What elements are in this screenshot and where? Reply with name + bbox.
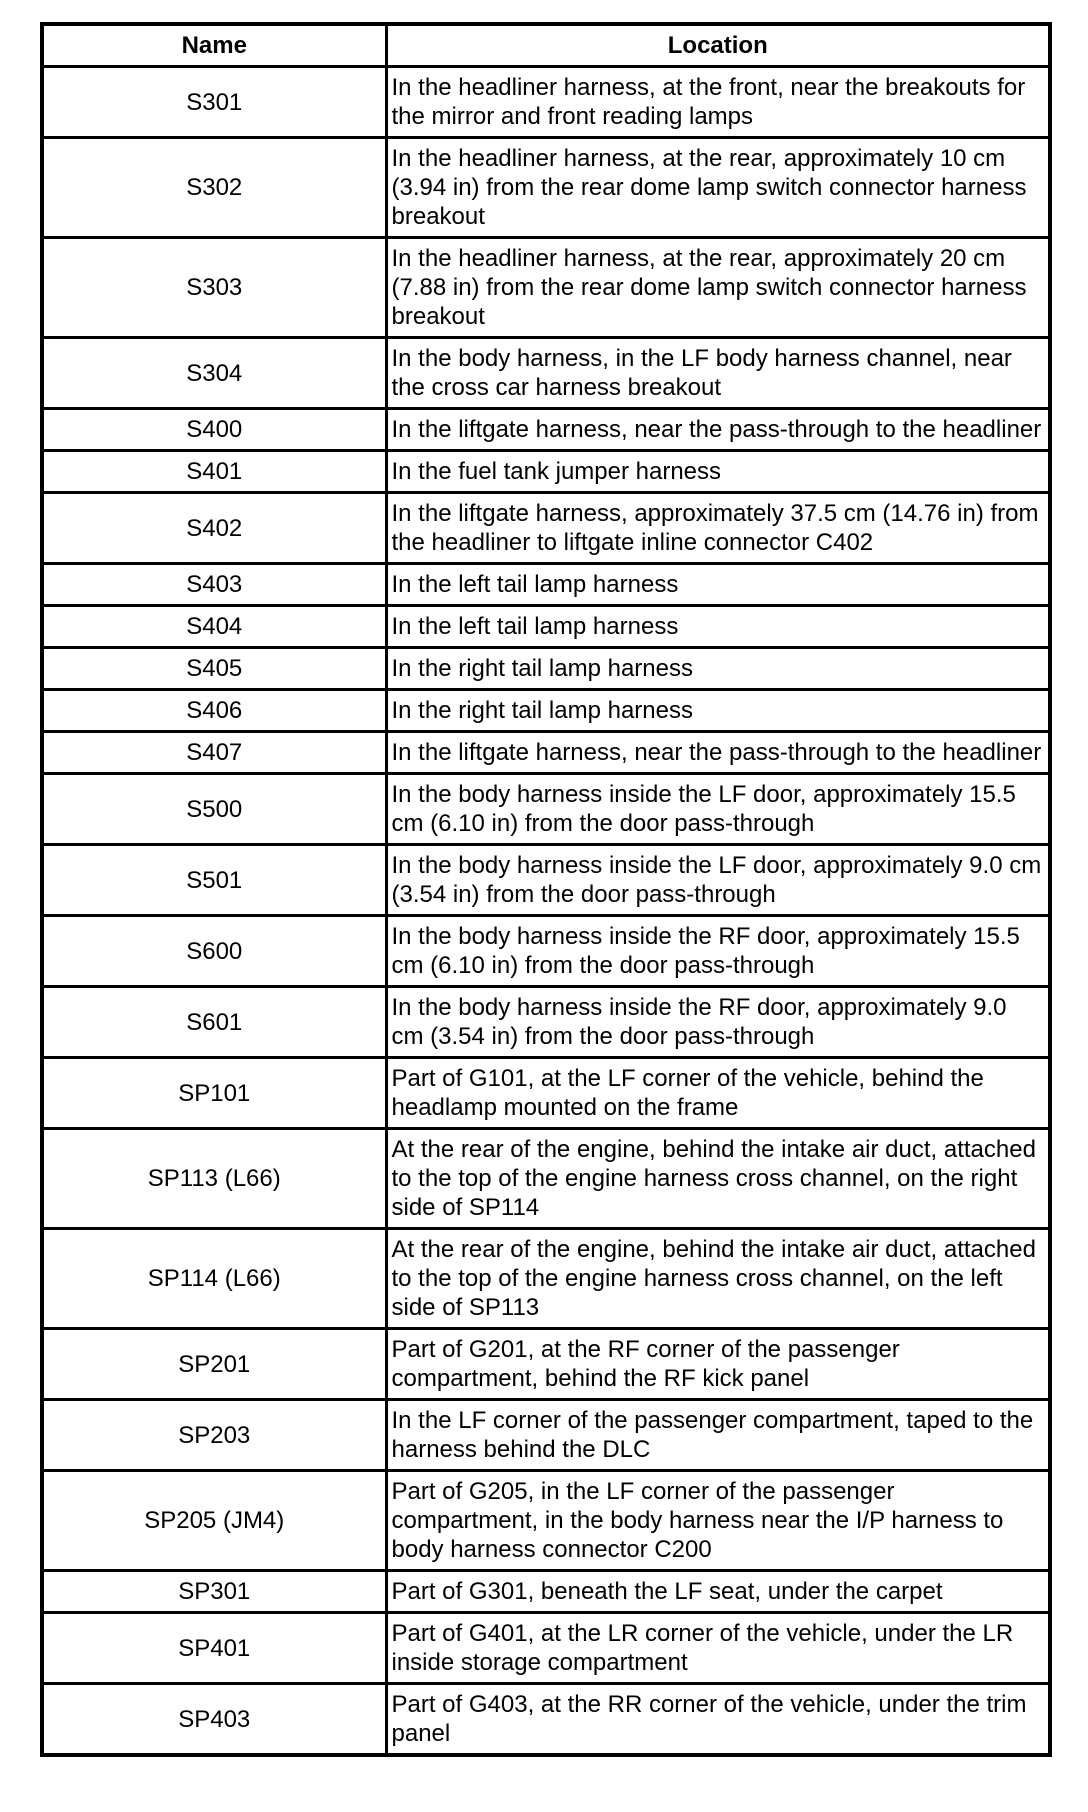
- table-row: [42, 1571, 1050, 1613]
- row-name: S301: [42, 67, 386, 138]
- row-location: In the LF corner of the passenger compartment, taped to the harness behind the DLC: [386, 1400, 1050, 1471]
- row-name: SP114 (L66): [42, 1229, 386, 1329]
- row-location: At the rear of the engine, behind the intake air duct, attached to the top of the engine harness cross channel, on the left side of SP113: [386, 1229, 1050, 1329]
- row-location: Part of G201, at the RF corner of the passenger compartment, behind the RF kick panel: [386, 1329, 1050, 1400]
- table-row: [42, 451, 1050, 493]
- row-location: In the headliner harness, at the rear, approximately 10 cm (3.94 in) from the rear dome lamp switch connector harness breakout: [386, 138, 1050, 238]
- splice-location-table: [40, 22, 1052, 1757]
- row-name: S501: [42, 845, 386, 916]
- table-row: [42, 648, 1050, 690]
- row-name: SP101: [42, 1058, 386, 1129]
- row-location: Part of G205, in the LF corner of the passenger compartment, in the body harness near the I/P harness to body harness connector C200: [386, 1471, 1050, 1571]
- row-location: In the headliner harness, at the front, near the breakouts for the mirror and front reading lamps: [386, 67, 1050, 138]
- location-column-header: Location: [386, 24, 1050, 67]
- row-location: In the body harness inside the LF door, approximately 15.5 cm (6.10 in) from the door pass-through: [386, 774, 1050, 845]
- table-row: [42, 138, 1050, 238]
- row-name: S406: [42, 690, 386, 732]
- row-name: S303: [42, 238, 386, 338]
- row-name: SP113 (L66): [42, 1129, 386, 1229]
- table-row: [42, 1471, 1050, 1571]
- table-row: [42, 1229, 1050, 1329]
- table-row: [42, 238, 1050, 338]
- row-location: Part of G301, beneath the LF seat, under the carpet: [386, 1571, 1050, 1613]
- row-name: SP403: [42, 1684, 386, 1756]
- row-name: S304: [42, 338, 386, 409]
- row-location: Part of G101, at the LF corner of the vehicle, behind the headlamp mounted on the frame: [386, 1058, 1050, 1129]
- row-location: Part of G401, at the LR corner of the vehicle, under the LR inside storage compartment: [386, 1613, 1050, 1684]
- row-location: In the liftgate harness, near the pass-through to the headliner: [386, 409, 1050, 451]
- table-row: [42, 916, 1050, 987]
- row-location: In the liftgate harness, approximately 37.5 cm (14.76 in) from the headliner to liftgate inline connector C402: [386, 493, 1050, 564]
- row-name: SP401: [42, 1613, 386, 1684]
- table-row: [42, 987, 1050, 1058]
- row-name: S400: [42, 409, 386, 451]
- row-location: In the body harness inside the RF door, approximately 9.0 cm (3.54 in) from the door pass-through: [386, 987, 1050, 1058]
- table-row: [42, 845, 1050, 916]
- row-name: S401: [42, 451, 386, 493]
- table-row: [42, 409, 1050, 451]
- row-location: In the fuel tank jumper harness: [386, 451, 1050, 493]
- row-location: In the body harness inside the LF door, approximately 9.0 cm (3.54 in) from the door pass-through: [386, 845, 1050, 916]
- table-row: [42, 67, 1050, 138]
- table-row: [42, 493, 1050, 564]
- row-name: S407: [42, 732, 386, 774]
- row-name: S302: [42, 138, 386, 238]
- table-row: [42, 1058, 1050, 1129]
- row-name: SP201: [42, 1329, 386, 1400]
- table-row: [42, 1329, 1050, 1400]
- table-row: [42, 1129, 1050, 1229]
- row-name: S402: [42, 493, 386, 564]
- row-location: In the right tail lamp harness: [386, 648, 1050, 690]
- splice-location-table-container: [40, 22, 1048, 1757]
- row-name: S500: [42, 774, 386, 845]
- table-row: [42, 1400, 1050, 1471]
- row-location: In the left tail lamp harness: [386, 606, 1050, 648]
- row-name: SP301: [42, 1571, 386, 1613]
- row-location: In the right tail lamp harness: [386, 690, 1050, 732]
- table-row: [42, 690, 1050, 732]
- table-row: [42, 338, 1050, 409]
- row-name: SP205 (JM4): [42, 1471, 386, 1571]
- row-location: In the liftgate harness, near the pass-through to the headliner: [386, 732, 1050, 774]
- row-location: In the body harness, in the LF body harness channel, near the cross car harness breakout: [386, 338, 1050, 409]
- row-name: S404: [42, 606, 386, 648]
- table-row: [42, 732, 1050, 774]
- table-row: [42, 606, 1050, 648]
- row-location: Part of G403, at the RR corner of the vehicle, under the trim panel: [386, 1684, 1050, 1756]
- row-name: S600: [42, 916, 386, 987]
- row-name: S403: [42, 564, 386, 606]
- name-column-header: Name: [42, 24, 386, 67]
- row-name: SP203: [42, 1400, 386, 1471]
- table-row: [42, 564, 1050, 606]
- row-location: In the left tail lamp harness: [386, 564, 1050, 606]
- table-row: [42, 1613, 1050, 1684]
- row-location: In the headliner harness, at the rear, approximately 20 cm (7.88 in) from the rear dome lamp switch connector harness breakout: [386, 238, 1050, 338]
- row-name: S405: [42, 648, 386, 690]
- header-row: [42, 24, 1050, 67]
- table-row: [42, 1684, 1050, 1756]
- row-location: At the rear of the engine, behind the intake air duct, attached to the top of the engine harness cross channel, on the right side of SP114: [386, 1129, 1050, 1229]
- table-row: [42, 774, 1050, 845]
- row-name: S601: [42, 987, 386, 1058]
- row-location: In the body harness inside the RF door, approximately 15.5 cm (6.10 in) from the door pass-through: [386, 916, 1050, 987]
